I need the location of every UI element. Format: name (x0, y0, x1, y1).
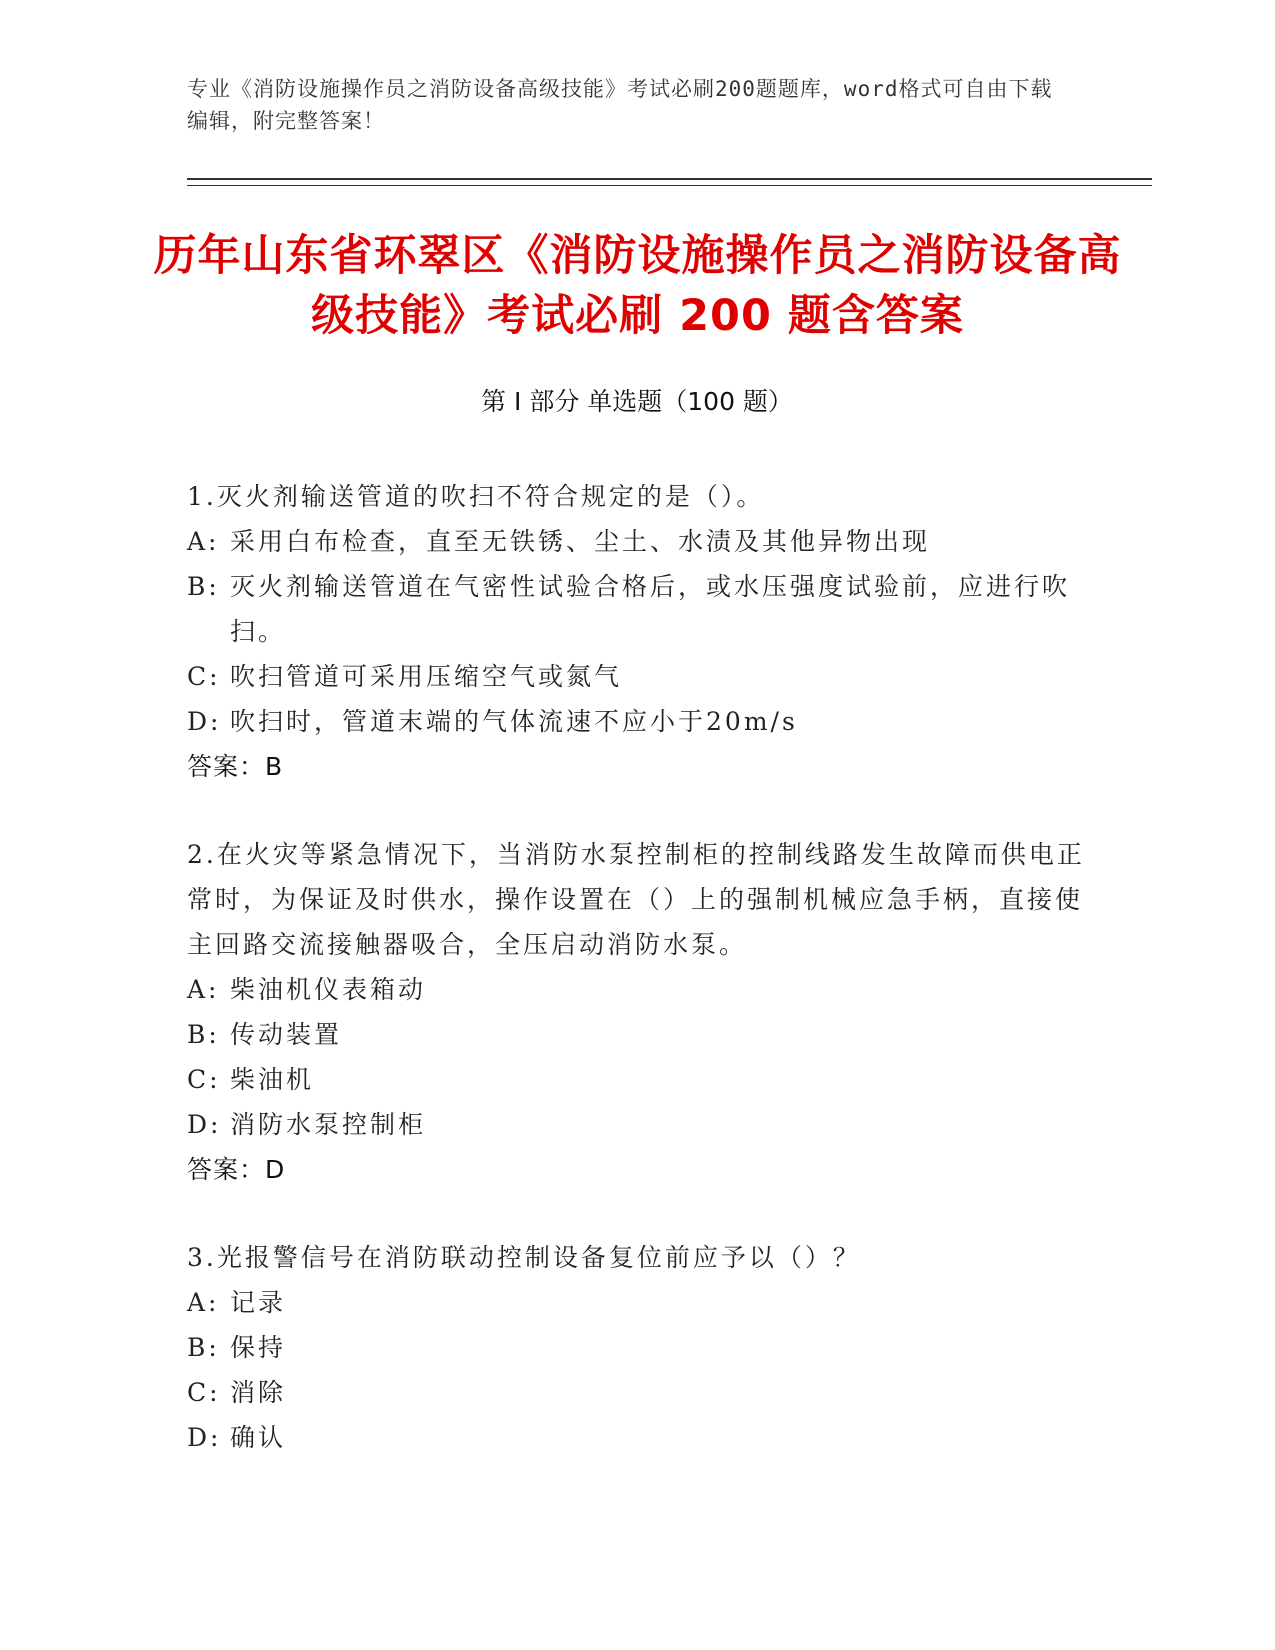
question-stem: 3.光报警信号在消防联动控制设备复位前应予以（）？ (187, 1243, 861, 1272)
option-a (187, 519, 1087, 564)
option-letter: A: (187, 1288, 220, 1317)
option-c (187, 654, 1087, 699)
option-letter: C: (187, 1378, 221, 1407)
option-text: 传动装置 (230, 1020, 343, 1049)
header-note: 专业《消防设施操作员之消防设备高级技能》考试必刷200题题库，word格式可自由下载编辑，附完整答案！ (187, 77, 1053, 133)
option-letter: D: (187, 707, 222, 736)
option-d (187, 699, 1087, 744)
option-text: 柴油机 (230, 1065, 315, 1094)
question-list (187, 474, 1087, 1503)
header-divider-thick (187, 178, 1152, 180)
option-c (187, 1370, 1087, 1415)
option-letter: A: (187, 975, 220, 1004)
option-text: 消除 (230, 1378, 287, 1407)
option-letter: A: (187, 527, 220, 556)
document-title: 历年山东省环翠区《消防设施操作员之消防设备高级技能》考试必刷 200 题含答案 (153, 231, 1122, 341)
answer-line: 答案：D (187, 1155, 286, 1184)
option-d (187, 1415, 1087, 1460)
question-stem: 2.在火灾等紧急情况下，当消防水泵控制柜的控制线路发生故障而供电正常时，为保证及时供水，操作设置在（）上的强制机械应急手柄，直接使主回路交流接触器吸合，全压启动消防水泵。 (187, 840, 1085, 959)
section-title: 第 I 部分 单选题（100 题） (481, 387, 793, 416)
option-letter: B: (187, 572, 220, 601)
option-b (187, 1012, 1087, 1057)
question-item (187, 1235, 1087, 1460)
option-letter: C: (187, 1065, 221, 1094)
option-b (187, 1325, 1087, 1370)
option-letter: B: (187, 1020, 220, 1049)
option-letter: B: (187, 1333, 220, 1362)
question-item (187, 474, 1087, 789)
option-text: 记录 (230, 1288, 287, 1317)
option-text: 消防水泵控制柜 (230, 1110, 427, 1139)
header-divider-thin (187, 185, 1152, 186)
option-c (187, 1057, 1087, 1102)
option-text: 柴油机仪表箱动 (230, 975, 427, 1004)
option-letter: D: (187, 1423, 222, 1452)
option-text: 灭火剂输送管道在气密性试验合格后，或水压强度试验前，应进行吹扫。 (230, 572, 1071, 646)
option-letter: C: (187, 662, 221, 691)
option-text: 确认 (230, 1423, 287, 1452)
option-text: 吹扫时，管道末端的气体流速不应小于20m/s (230, 707, 798, 736)
question-item (187, 832, 1087, 1192)
option-text: 采用白布检查，直至无铁锈、尘土、水渍及其他异物出现 (230, 527, 931, 556)
answer-line: 答案：B (187, 752, 284, 781)
option-b (187, 564, 1087, 654)
option-a (187, 967, 1087, 1012)
question-stem: 1.灭火剂输送管道的吹扫不符合规定的是（）。 (187, 482, 765, 511)
option-d (187, 1102, 1087, 1147)
option-text: 吹扫管道可采用压缩空气或氮气 (230, 662, 623, 691)
option-a (187, 1280, 1087, 1325)
option-text: 保持 (230, 1333, 287, 1362)
option-letter: D: (187, 1110, 222, 1139)
